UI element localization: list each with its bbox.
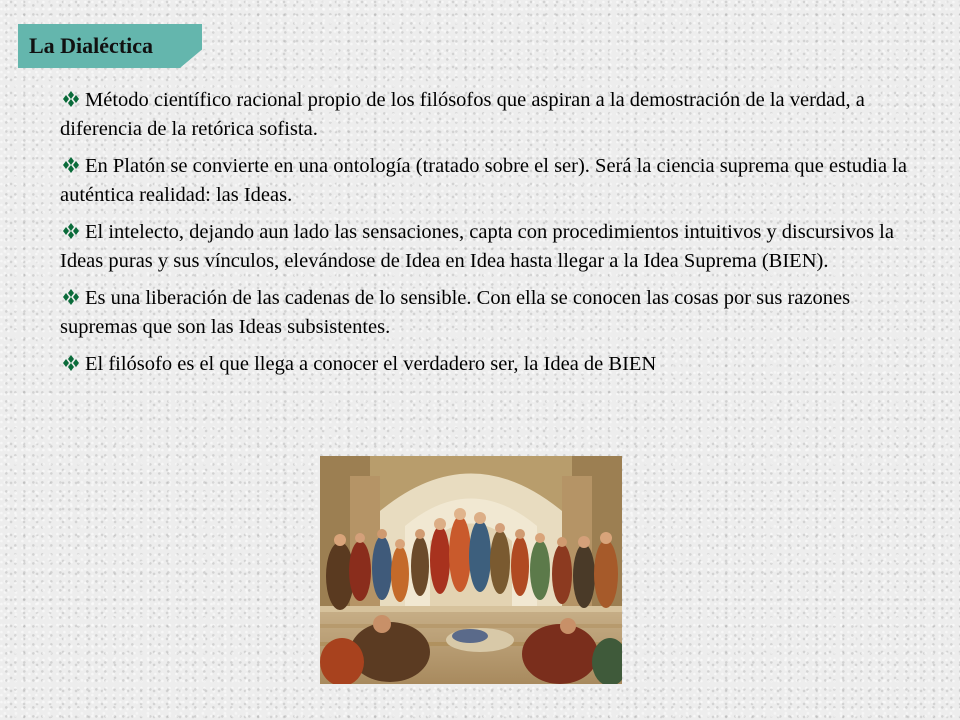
bullet-item <box>60 86 920 144</box>
four-diamond-bullet-icon <box>60 354 82 372</box>
bullet-text: El filósofo es el que llega a conocer el verdadero ser, la Idea de BIEN <box>85 353 657 375</box>
bullet-item <box>60 284 920 342</box>
bullet-item <box>60 218 920 276</box>
four-diamond-bullet-icon <box>60 90 82 108</box>
bullet-item <box>60 152 920 210</box>
bullet-text: Es una liberación de las cadenas de lo sensible. Con ella se conocen las cosas por sus razones supremas que son las Ideas subsistentes. <box>60 287 851 338</box>
bullet-text: En Platón se convierte en una ontología (tratado sobre el ser). Será la ciencia suprema que estudia la auténtica realidad: las Ideas. <box>60 155 907 206</box>
four-diamond-bullet-icon <box>60 288 82 306</box>
painting-illustration <box>320 456 622 684</box>
bullet-text: Método científico racional propio de los filósofos que aspiran a la demostración de la verdad, a diferencia de la retórica sofista. <box>60 89 865 140</box>
bullet-item <box>60 350 920 379</box>
bullet-text: El intelecto, dejando aun lado las sensaciones, capta con procedimientos intuitivos y discursivos la Ideas puras y sus vínculos, elevándose de Idea en Idea hasta llegar a la Idea Suprema (BIEN). <box>60 221 894 272</box>
slide-title: La Dialéctica <box>29 33 154 58</box>
school-of-athens-painting <box>320 456 622 684</box>
four-diamond-bullet-icon <box>60 222 82 240</box>
four-diamond-bullet-icon <box>60 156 82 174</box>
bullet-list <box>60 86 920 387</box>
